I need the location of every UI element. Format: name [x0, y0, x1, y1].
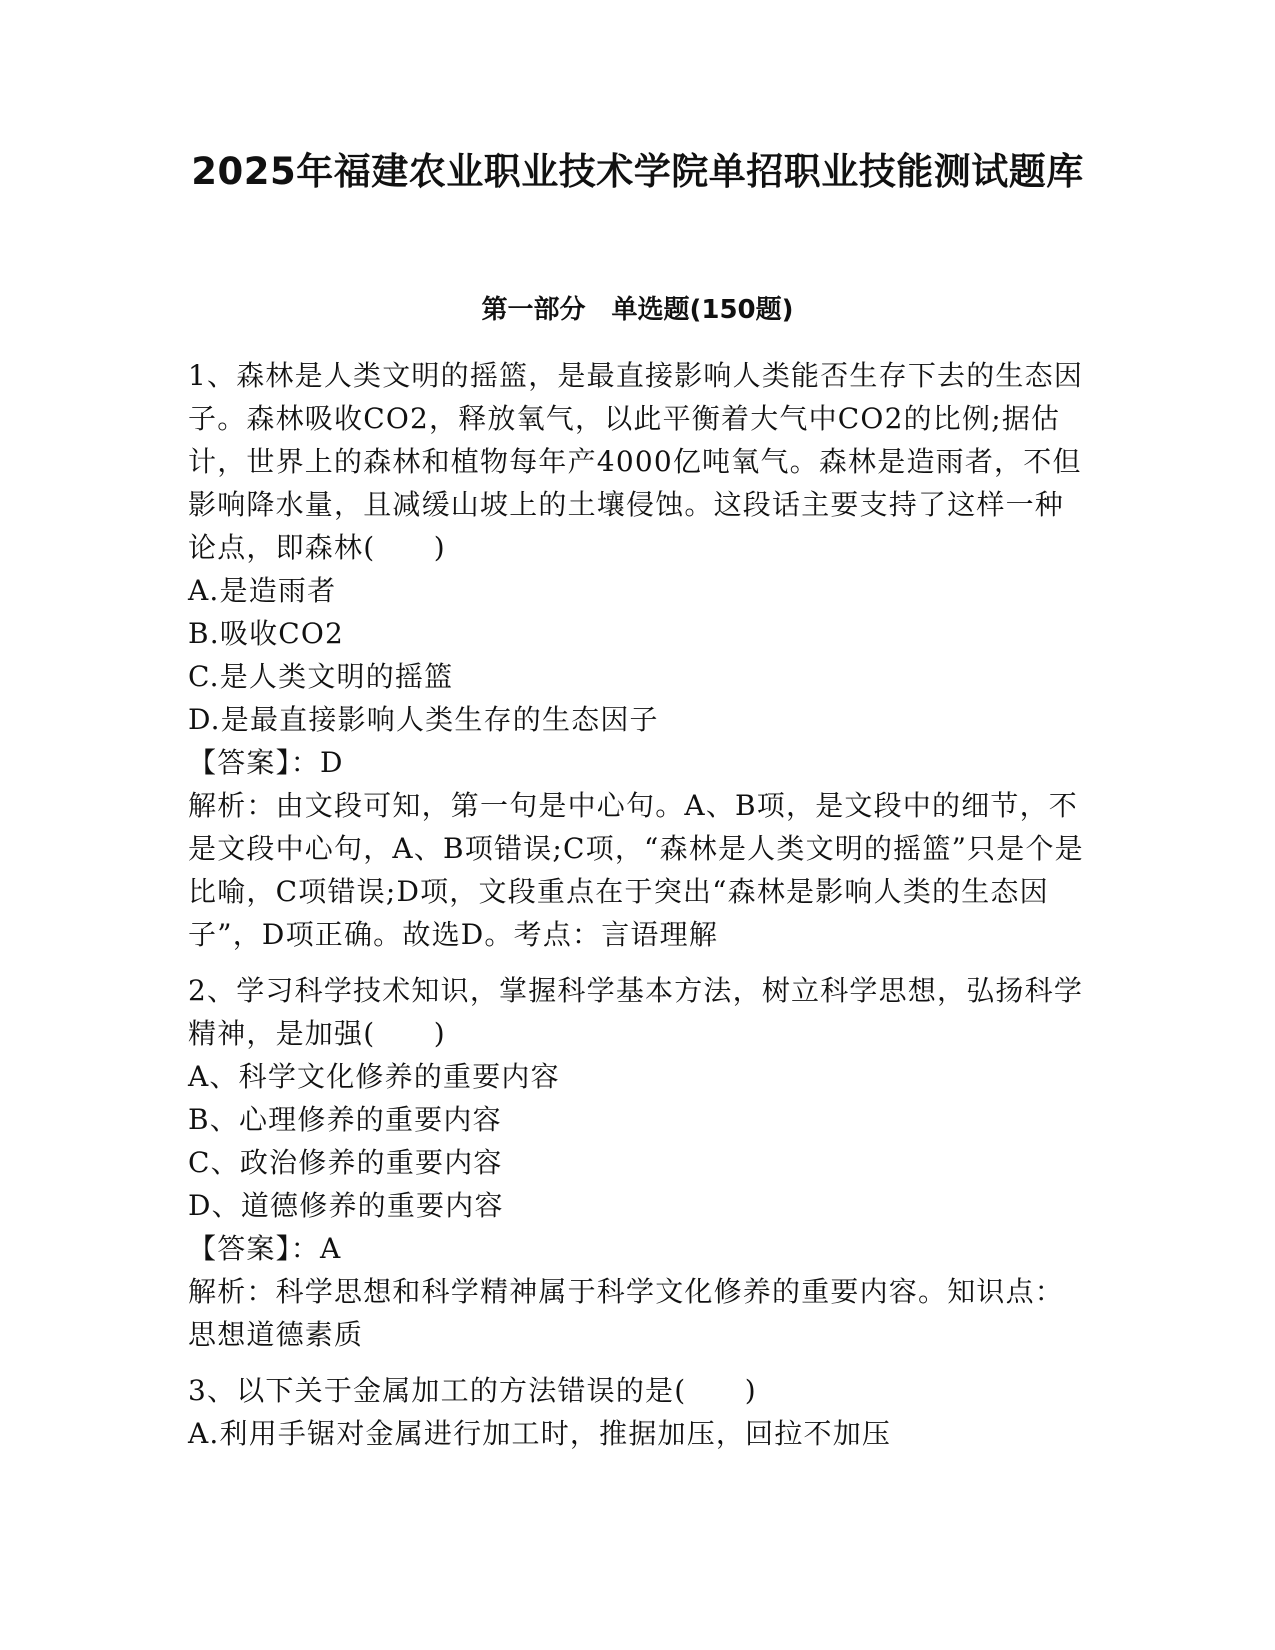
question-stem: 1、森林是人类文明的摇篮，是最直接影响人类能否生存下去的生态因子。森林吸收CO2，释放氧气，以此平衡着大气中CO2的比例;据估计，世界上的森林和植物每年产4000亿吨氧气。森林是造雨者，不但影响降水量，且减缓山坡上的土壤侵蚀。这段话主要支持了这样一种论点，即森林( ) — [188, 359, 1084, 564]
section-title: 第一部分 单选题(150题) — [481, 295, 794, 325]
question-option: C、政治修养的重要内容 — [188, 1146, 503, 1179]
question-option: B.吸收CO2 — [188, 617, 345, 650]
question-analysis: 解析：科学思想和科学精神属于科学文化修养的重要内容。知识点：思想道德素质 — [188, 1275, 1065, 1351]
question-answer: 【答案】：A — [188, 1232, 342, 1265]
question-list — [188, 354, 1088, 1468]
question-option: D.是最直接影响人类生存的生态因子 — [188, 703, 659, 736]
question-option: A.是造雨者 — [188, 574, 337, 607]
question-answer: 【答案】：D — [188, 746, 344, 779]
question-option: A、科学文化修养的重要内容 — [188, 1060, 560, 1093]
question-option: C.是人类文明的摇篮 — [188, 660, 454, 693]
question-stem: 3、以下关于金属加工的方法错误的是( ) — [188, 1374, 757, 1407]
document-title: 2025年福建农业职业技术学院单招职业技能测试题库 — [191, 150, 1084, 193]
question-3 — [188, 1369, 1088, 1455]
question-analysis: 解析：由文段可知，第一句是中心句。A、B项，是文段中的细节，不是文段中心句，A、B项错误;C项，“森林是人类文明的摇篮”只是个是比喻，C项错误;D项，文段重点在于突出“森林是影响人类的生态因子”，D项正确。故选D。考点：言语理解 — [188, 789, 1084, 951]
question-2 — [188, 969, 1088, 1356]
question-option: D、道德修养的重要内容 — [188, 1189, 504, 1222]
question-option: A.利用手锯对金属进行加工时，推据加压，回拉不加压 — [188, 1417, 892, 1450]
question-option: B、心理修养的重要内容 — [188, 1103, 502, 1136]
question-1 — [188, 354, 1088, 956]
question-stem: 2、学习科学技术知识，掌握科学基本方法，树立科学思想，弘扬科学精神，是加强( ) — [188, 974, 1084, 1050]
